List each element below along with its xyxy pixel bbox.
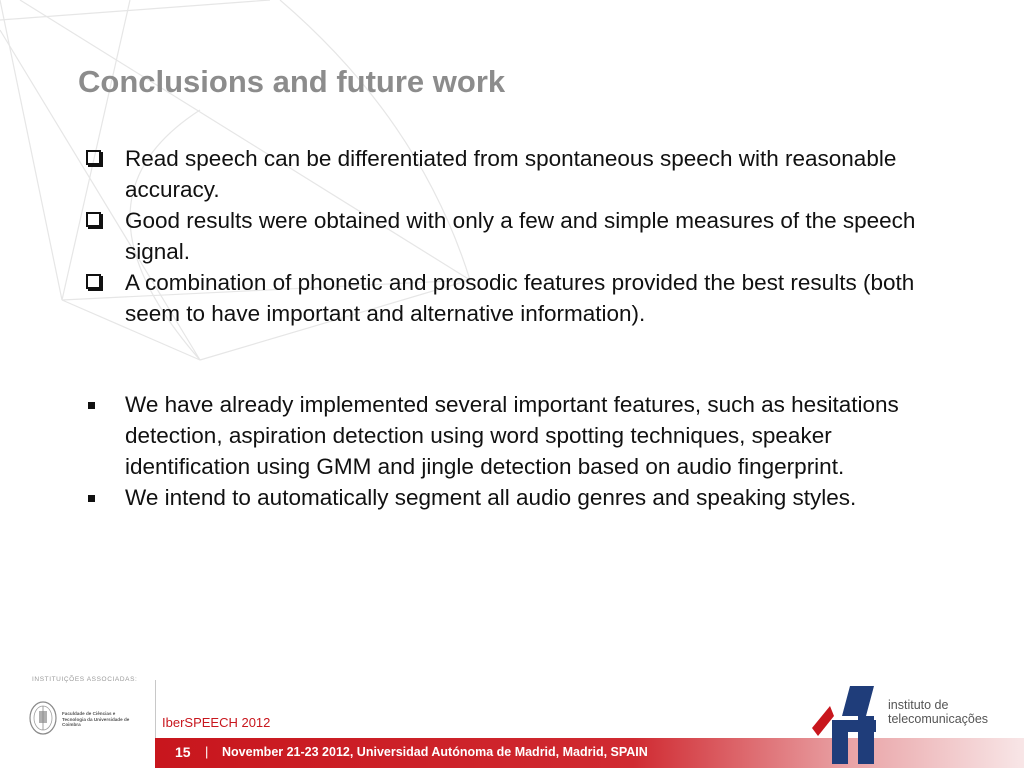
list-item-text: Good results were obtained with only a few and simple measures of the speech signal. <box>125 208 916 264</box>
list-item-text: We have already implemented several important features, such as hesitations detection, aspiration detection using word spotting techniques, speaker identification using GMM and jingle detection based on audio fingerprint. <box>125 392 899 479</box>
checkbox-bullet-icon <box>86 212 101 227</box>
checkbox-bullet-icon <box>86 150 101 165</box>
partner-institution-name: Faculdade de Ciências e Tecnologia da Universidade de Coimbra <box>62 711 130 728</box>
associated-institutions-label: INSTITUIÇÕES ASSOCIADAS: <box>32 676 138 683</box>
logo-text <box>888 698 988 726</box>
checkbox-bullet-icon <box>86 274 101 289</box>
list-item <box>86 482 956 513</box>
list-item-text: We intend to automatically segment all audio genres and speaking styles. <box>125 485 857 510</box>
list-item <box>86 389 956 482</box>
list-item <box>86 267 956 329</box>
future-work-list <box>86 389 956 513</box>
square-bullet-icon <box>88 495 95 502</box>
logo-line: instituto de <box>888 698 949 712</box>
it-logo-icon <box>808 686 880 764</box>
event-name: IberSPEECH 2012 <box>162 715 271 730</box>
list-item-text: A combination of phonetic and prosodic features provided the best results (both seem to have important and alternative information). <box>125 270 915 326</box>
footer-separator: | <box>205 744 209 759</box>
university-seal-icon <box>28 700 58 736</box>
slide-title: Conclusions and future work <box>78 64 506 99</box>
conclusions-list <box>86 143 956 329</box>
list-item <box>86 143 956 205</box>
event-details: November 21-23 2012, Universidad Autónoma de Madrid, Madrid, SPAIN <box>222 745 648 759</box>
square-bullet-icon <box>88 402 95 409</box>
logo-line: telecomunicações <box>888 712 989 726</box>
page-number: 15 <box>175 744 191 760</box>
list-item <box>86 205 956 267</box>
list-item-text: Read speech can be differentiated from spontaneous speech with reasonable accuracy. <box>125 146 897 202</box>
